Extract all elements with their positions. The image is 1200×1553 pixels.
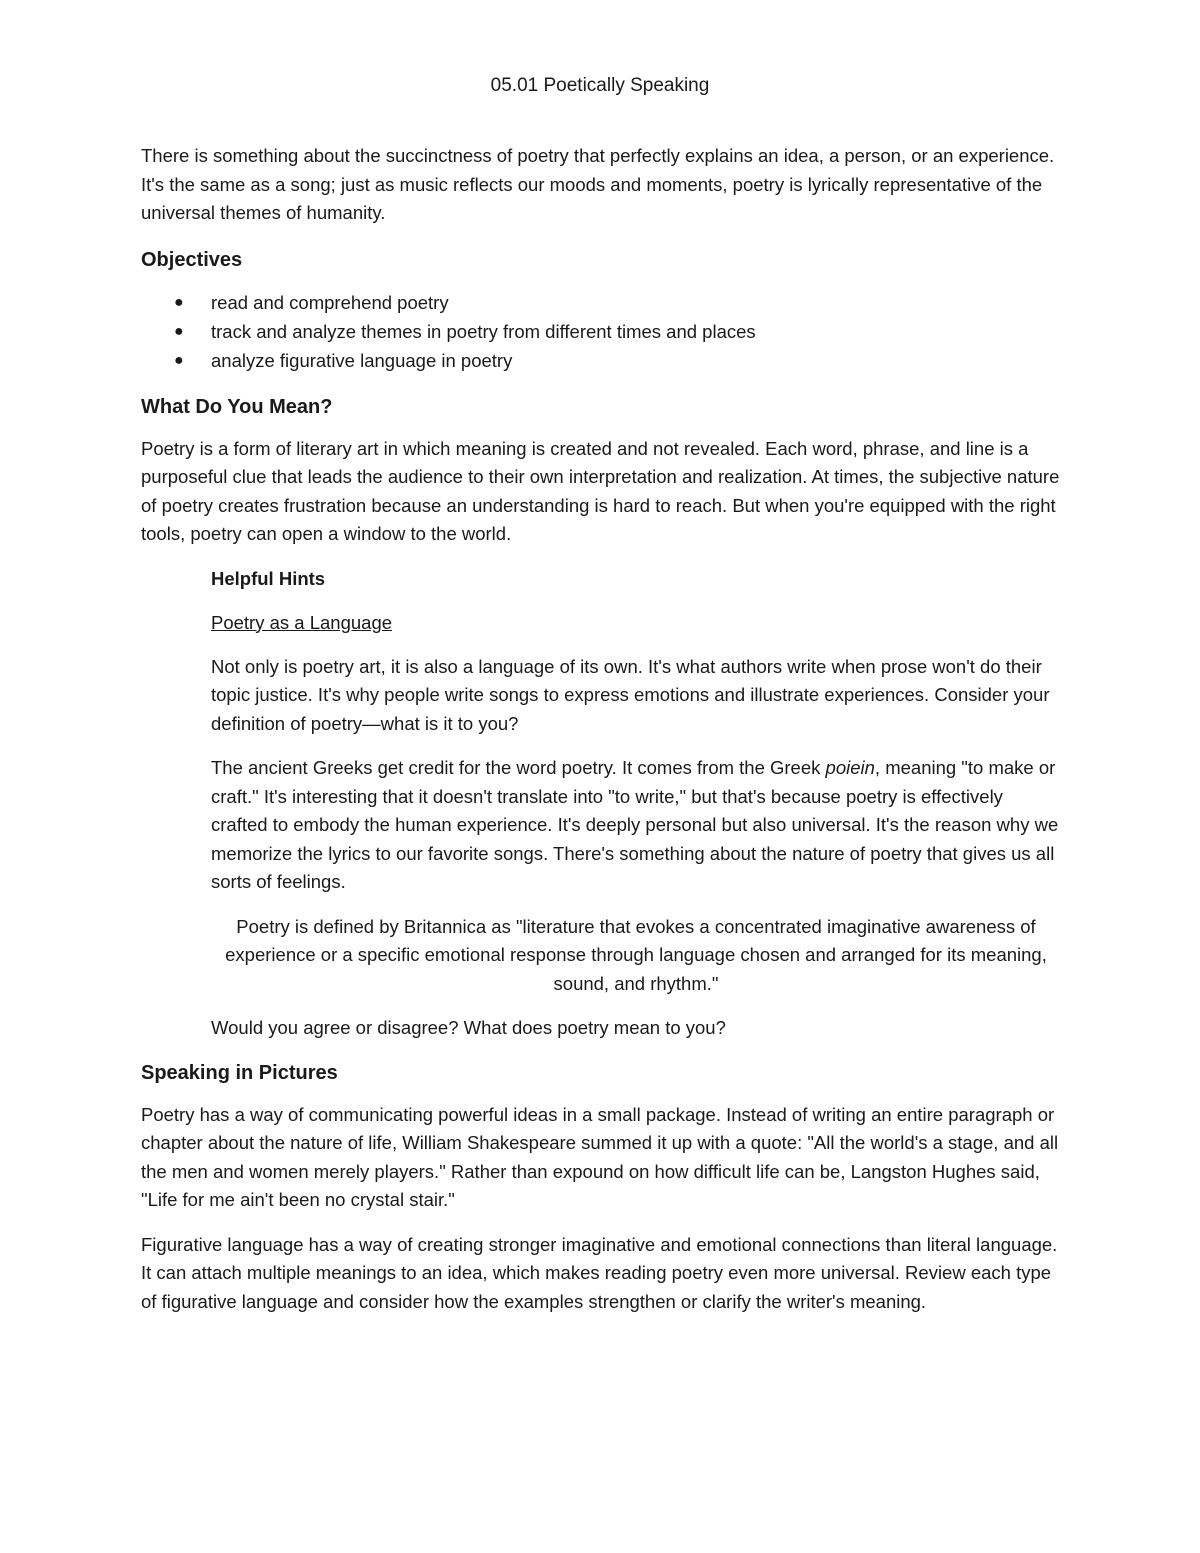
hint-paragraph-2	[211, 754, 1061, 897]
hint-paragraph-1: Not only is poetry art, it is also a language of its own. It's what authors write when prose won't do their topic justice. It's why people write songs to express emotions and illustrate experiences. Consider your definition of poetry—what is it to you?	[211, 655, 1050, 734]
speaking-paragraph-2: Figurative language has a way of creating stronger imaginative and emotional connections than literal language. It can attach multiple meanings to an idea, which makes reading poetry even more universal. Review each type of figurative language and consider how the examples strengthen or clarify the writer's meaning.	[141, 1233, 1058, 1312]
helpful-hints-box	[211, 565, 1061, 897]
objective-text: track and analyze themes in poetry from different times and places	[211, 320, 756, 342]
list-item	[141, 346, 1061, 375]
poetry-as-language-subheading: Poetry as a Language	[211, 611, 393, 633]
britannica-quote: Poetry is defined by Britannica as "literature that evokes a concentrated imaginative awareness of experience or a specific emotional response through language chosen and arranged for its meaning, sound, and rhythm."	[225, 915, 1047, 994]
objectives-heading: Objectives	[141, 248, 243, 271]
bullet-icon: ●	[174, 351, 184, 369]
intro-paragraph: There is something about the succinctness of poetry that perfectly explains an idea, a person, or an experience. It's the same as a song; just as music reflects our moods and moments, poetry is lyrically representative of the universal themes of humanity.	[141, 145, 1055, 223]
objectives-list	[141, 288, 1061, 375]
hint-question: Would you agree or disagree? What does poetry mean to you?	[211, 1017, 726, 1038]
speaking-in-pictures-heading: Speaking in Pictures	[141, 1061, 338, 1084]
poiein-term: poiein	[825, 757, 875, 778]
what-do-you-mean-paragraph: Poetry is a form of literary art in which meaning is created and not revealed. Each word, phrase, and line is a purposeful clue that leads the audience to their own interpretation and realization. At times, the subjective nature of poetry creates frustration because an understanding is hard to reach. But when you're equipped with the right tools, poetry can open a window to the world.	[141, 437, 1060, 544]
list-item	[141, 288, 1061, 317]
document-title: 05.01 Poetically Speaking	[490, 75, 710, 96]
helpful-hints-heading: Helpful Hints	[211, 567, 326, 589]
speaking-paragraph-1: Poetry has a way of communicating powerful ideas in a small package. Instead of writing an entire paragraph or chapter about the nature of life, William Shakespeare summed it up with a quote: "All the world's a stage, and all the men and women merely players." Rather than expound on how difficult life can be, Langston Hughes said, "Life for me ain't been no crystal stair."	[141, 1103, 1059, 1210]
hint-paragraph-2-end: , meaning "to make or craft." It's interesting that it doesn't translate into "to write," but that's because poetry is effectively crafted to embody the human experience. It's deeply personal but also universal. It's the reason why we memorize the lyrics to our favorite songs. There's something about the nature of poetry that gives us all sorts of feelings.	[211, 757, 1059, 892]
bullet-icon: ●	[174, 293, 184, 311]
list-item	[141, 317, 1061, 346]
document-body	[141, 142, 1061, 1332]
what-do-you-mean-heading: What Do You Mean?	[141, 395, 333, 418]
objective-text: read and comprehend poetry	[211, 291, 449, 313]
hint-paragraph-2-start: The ancient Greeks get credit for the word poetry. It comes from the Greek	[211, 757, 826, 778]
objective-text: analyze figurative language in poetry	[211, 349, 513, 371]
bullet-icon: ●	[174, 322, 184, 340]
